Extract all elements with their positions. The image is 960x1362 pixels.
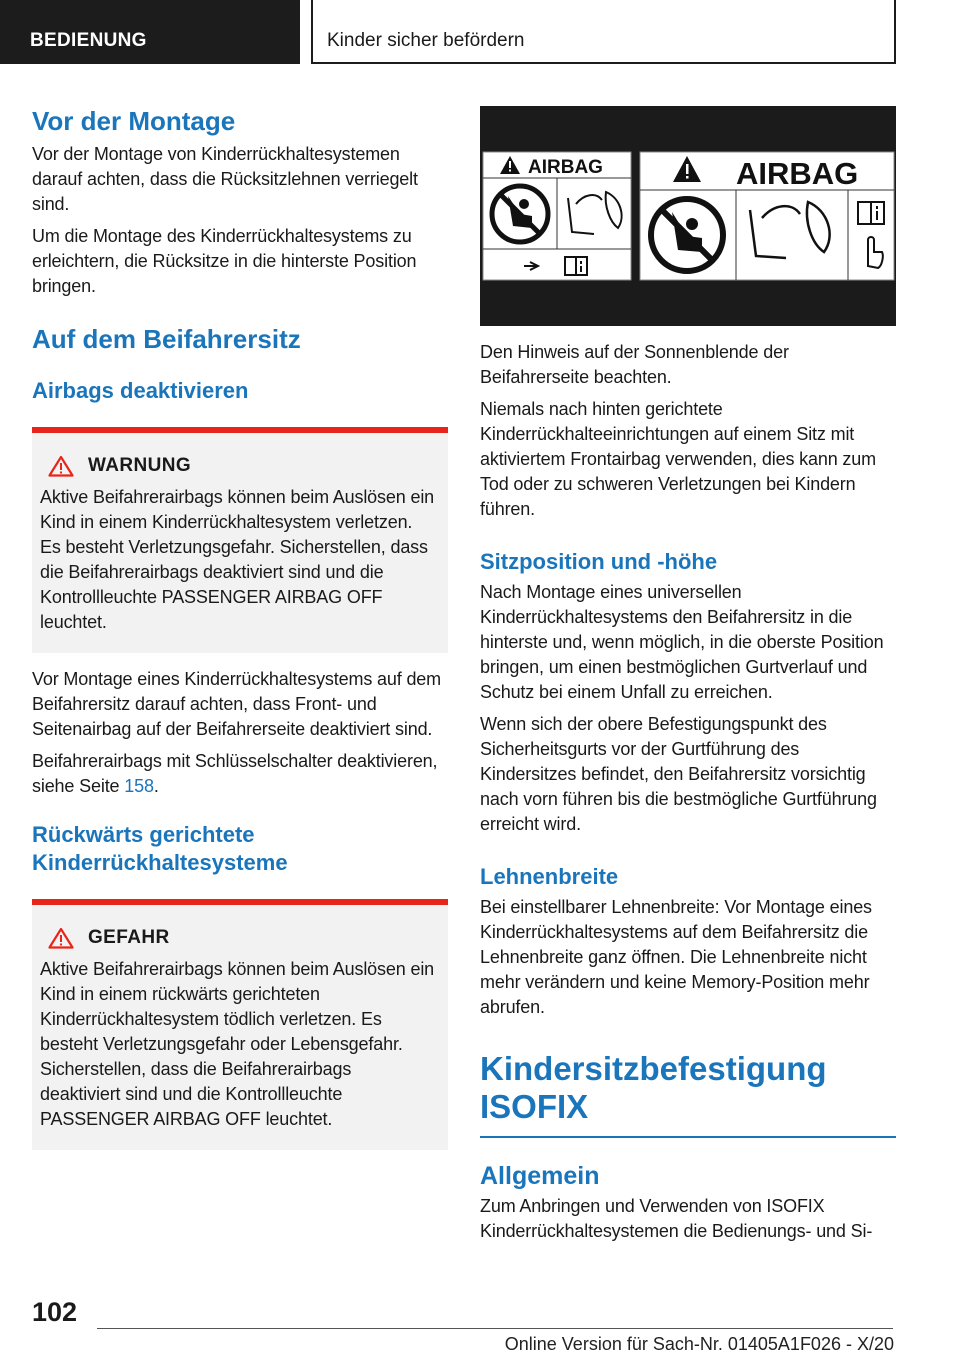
heading-sitzposition: Sitzposition und -höhe [480, 549, 718, 574]
paragraph-hinweis-1: Den Hinweis auf der Sonnenblende der Beifahrerseite beachten. [480, 342, 789, 387]
paragraph-sitzposition-1: Nach Montage eines universellen Kinderrückhaltesystems den Beifahrersitz in die hinterste und, wenn möglich, in die oberste Position bringen, um einen bestmöglichen Gurtverlauf und Schutz bei einem Unfall zu erreichen. [480, 582, 884, 702]
left-column [32, 100, 448, 1150]
warning-text: Aktive Beifahrerairbags können beim Auslösen ein Kind in einem Kinderrückhaltesystem verletzen. Es besteht Verletzungsgefahr. Sicherstellen, dass die Beifahrerairbags deaktiviert sind und die Kontrollleuchte PASSENGER AIRBAG OFF leuchtet. [40, 487, 435, 632]
paragraph-sitzposition-2: Wenn sich der obere Befestigungspunkt des Sicherheitsgurts vor der Gurtführung des Kindersitzes befindet, den Beifahrersitz vorsichtig nach vorn führen bis die bestmögliche Gurtführung erreicht wird. [480, 714, 877, 834]
page-link-158[interactable]: 158 [124, 776, 154, 796]
paragraph-montage-1: Vor der Montage von Kinderrückhaltesystemen darauf achten, dass die Rücksitzlehnen verriegelt sind. [32, 144, 418, 214]
paragraph-montage-2: Um die Montage des Kinderrückhaltesystems zu erleichtern, die Rücksitze in die hinterste Position bringen. [32, 226, 417, 296]
danger-text: Aktive Beifahrerairbags können beim Auslösen ein Kind in einem rückwärts gerichteten Kinderrückhaltesystem tödlich verletzen. Es besteht Verletzungsgefahr oder Lebensgefahr. Sicherstellen, dass die Beifahrerairbags deaktiviert sind und die Kontrollleuchte PASSENGER AIRBAG OFF leuchtet. [40, 959, 435, 1129]
footer-version-text: Online Version für Sach-Nr. 01405A1F026 - X/20 [504, 1334, 894, 1354]
heading-allgemein: Allgemein [480, 1162, 600, 1190]
warning-triangle-icon [48, 455, 74, 477]
paragraph-airbag-1: Vor Montage eines Kinderrückhaltesystems auf dem Beifahrersitz darauf achten, dass Front- und Seitenairbag auf der Beifahrerseite deaktiviert sind. [32, 669, 442, 739]
heading-isofix: Kindersitzbefestigung ISOFIX [480, 1050, 827, 1125]
chapter-title: Kinder sicher befördern [327, 30, 525, 51]
airbag-label-image [480, 106, 896, 326]
danger-box [32, 899, 448, 1150]
page-number: 102 [32, 1297, 78, 1327]
heading-lehnenbreite: Lehnenbreite [480, 864, 619, 889]
paragraph-airbag-2-end: . [153, 776, 159, 796]
paragraph-lehnenbreite: Bei einstellbarer Lehnenbreite: Vor Montage eines Kinderrückhaltesystems auf dem Beifahrersitz die Lehnenbreite ganz öffnen. Die Lehnenbreite nicht mehr verändern und keine Memory-Position mehr abrufen. [480, 897, 872, 1017]
heading-rueckwaerts-gerichtete: Rückwärts gerichtete Kinderrückhaltesysteme [32, 822, 288, 875]
danger-title: GEFAHR [88, 927, 170, 948]
paragraph-allgemein: Zum Anbringen und Verwenden von ISOFIX Kinderrückhaltesystemen die Bedienungs- und Si- [480, 1196, 873, 1241]
paragraph-airbag-2-text: Beifahrerairbags mit Schlüsselschalter deaktivieren, siehe Seite [32, 751, 438, 796]
section-label: BEDIENUNG [0, 0, 300, 64]
label-large-text: AIRBAG [736, 156, 859, 191]
footer-divider [97, 1328, 893, 1329]
label-small-text: AIRBAG [528, 157, 603, 178]
header-box [311, 0, 896, 64]
warning-title: WARNUNG [88, 455, 192, 476]
heading-airbags-deaktivieren: Airbags deaktivieren [32, 378, 249, 403]
paragraph-hinweis-2: Niemals nach hinten gerichtete Kinderrückhalteeinrichtungen auf einem Sitz mit aktiviertem Frontairbag verwenden, dies kann zum Tod oder zu schweren Verletzungen bei Kindern führen. [480, 399, 876, 519]
warning-box [32, 427, 448, 653]
right-column [480, 100, 896, 1244]
paragraph-airbag-2 [32, 749, 448, 799]
heading-beifahrersitz: Auf dem Beifahrersitz [32, 324, 301, 354]
heading-vor-der-montage: Vor der Montage [32, 106, 236, 136]
danger-triangle-icon [48, 927, 74, 949]
isofix-heading-block [480, 1050, 896, 1138]
airbag-label-illustration [480, 106, 896, 326]
